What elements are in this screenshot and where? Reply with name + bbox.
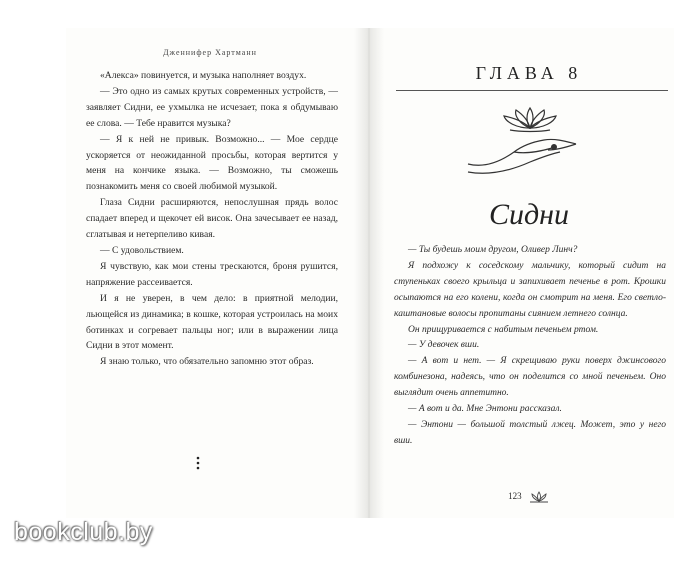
paragraph: Глаза Сидни расширяются, непослушная прядь волос спадает вперед и щекочет ей висок. Она зачесывает ее назад, сглатывая и нетерпеливо кивая.	[86, 197, 338, 241]
book-gutter	[354, 28, 384, 518]
character-name: Сидни	[488, 198, 570, 231]
paragraph: — У девочек вши.	[408, 340, 480, 351]
paragraph: Он прищуривается с набитым печеньем ртом.	[408, 324, 599, 335]
paragraph: Я чувствую, как мои стены трескаются, броня рушится, напряжение рассеивается.	[86, 260, 338, 288]
paragraph: — Энтони — большой толстый лжец. Может, это у него вши.	[394, 419, 666, 446]
right-page	[384, 28, 674, 518]
paragraph: И я не уверен, в чем дело: в приятной мелодии, льющейся из динамика; в кошке, которая устроилась на моих ботинках и согревает пальцы ног; или в выражении лица Сидни в этот момент.	[86, 292, 338, 352]
page-number	[384, 491, 674, 503]
paragraph: — А вот и нет. — Я скрещиваю руки поверх джинсового комбинезона, надеясь, что он поделится со мной печеньем. Оно выглядит очень аппетитно.	[394, 356, 666, 399]
paragraph: Я знаю только, что обязательно запомню этот образ.	[100, 356, 314, 368]
paragraph: — Это одно из самых крутых современных устройств, — заявляет Сидни, ее ухмылка не исчезает, пока я обдумываю ее слова. — Тебе нравится музыка?	[86, 85, 338, 129]
paragraph: Я подхожу к соседскому мальчику, который сидит на ступеньках своего крыльца и запихивает печенье в рот. Крошки осыпаются на его колени, когда он смотрит на меня. Его светло-каштановые волосы пропитаны сиянием летнего солнца.	[394, 260, 666, 319]
watermark: bookclub.by	[14, 518, 153, 546]
right-body-text	[394, 243, 666, 450]
running-head: Дженнифер Хартманн	[163, 48, 257, 57]
paragraph: — С удовольствием.	[100, 244, 184, 256]
left-body-text	[86, 68, 338, 370]
paragraph: — Я к ней не привык. Возможно... — Мое сердце ускоряется от неожиданной просьбы, которая вертится у меня на кончике языка. — Возможно, ты сможешь познакомить меня со своей любимой музыкой.	[86, 133, 338, 193]
heading-rule	[396, 90, 668, 91]
paragraph: — Ты будешь моим другом, Оливер Линч?	[408, 245, 578, 255]
moon-ornament-icon	[180, 454, 216, 498]
page-number-value: 123	[508, 491, 522, 502]
paragraph: «Алекса» повинуется, и музыка наполняет воздух.	[100, 70, 307, 81]
chapter-heading: ГЛАВА 8	[475, 63, 583, 83]
lotus-hand-icon	[460, 102, 600, 188]
left-page	[66, 28, 354, 518]
lotus-icon	[528, 491, 550, 503]
paragraph: — А вот и да. Мне Энтони рассказал.	[408, 404, 562, 415]
